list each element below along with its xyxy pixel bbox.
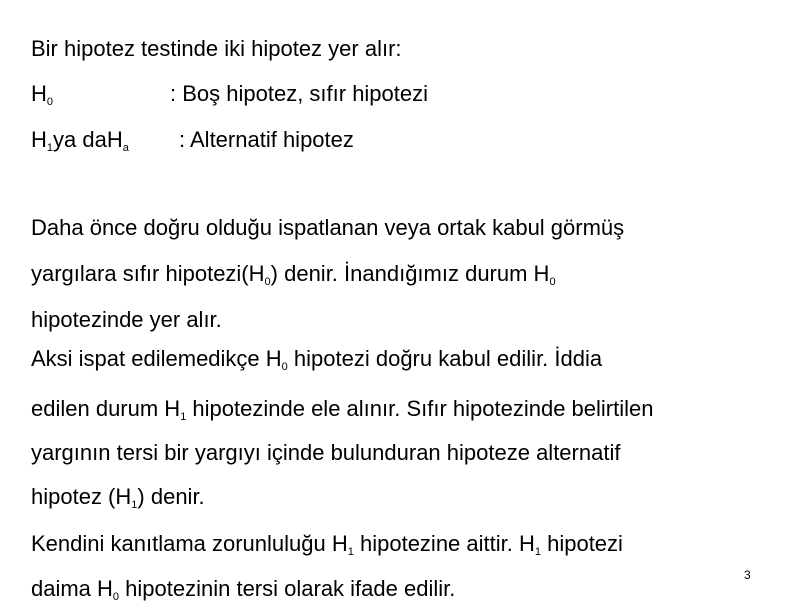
intro-line: Bir hipotez testinde iki hipotez yer alır: <box>31 36 402 61</box>
h0-symbol: $H_0$ <box>31 81 54 108</box>
h1-definition: $H_1ya$ daH$_a$ <box>31 127 129 154</box>
p2-line-1: Aksi ispat edilemedikçe $H_0$ hipotezi doğru kabul edilir. İddia <box>31 346 603 373</box>
page-number: 3 <box>744 568 751 582</box>
h0-description: : Boş hipotez, sıfır hipotezi <box>170 81 429 106</box>
p2-line-3: yargının tersi bir yargıyı içinde bulunduran hipoteze alternatif <box>31 440 621 465</box>
p1-line-1: Daha önce doğru olduğu ispatlanan veya ortak kabul görmüş <box>31 215 625 240</box>
p3-line-1: Kendini kanıtlama zorunluluğu $H_1$ hipotezine aittir. $H_1$ hipotezi <box>31 531 623 558</box>
h0-definition <box>31 81 53 115</box>
p2-line-2: edilen durum $H_1$ hipotezinde ele alınır. Sıfır hipotezinde belirtilen <box>31 396 654 423</box>
p1-line-3: hipotezinde yer alır. <box>31 307 222 332</box>
p3-line-2: daima $H_0$ hipotezinin tersi olarak ifade edilir. <box>31 576 456 603</box>
p1-line-2: yargılara sıfır $hipotezi(H_0)$ denir. İnandığımız durum $H_0$ <box>31 261 556 288</box>
h1-description: : Alternatif hipotez <box>179 127 354 152</box>
p2-line-4: hipotez $(H_1)$ denir. <box>31 484 205 511</box>
